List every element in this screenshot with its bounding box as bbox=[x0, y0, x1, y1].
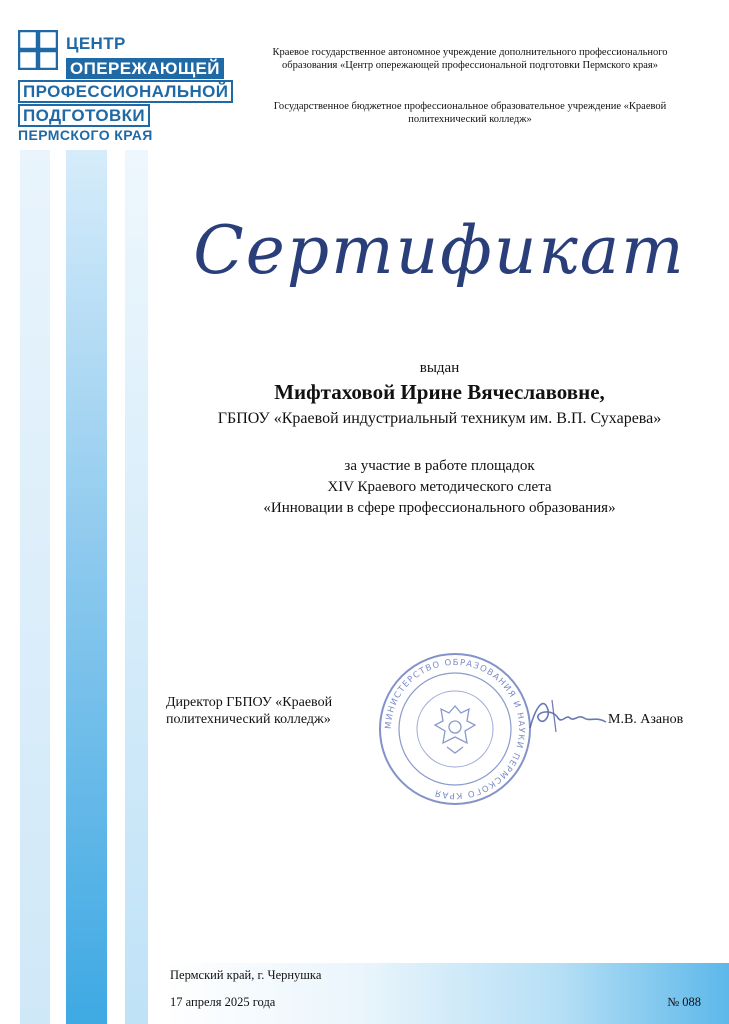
header-org-copp: Краевое государственное автономное учреждение дополнительного профессионального образования «Центр опережающей профессиональной подготовки Пермского края» bbox=[272, 47, 668, 71]
recipient-name: Мифтаховой Ирине Вячеславовне, bbox=[274, 380, 605, 404]
handwritten-signature bbox=[522, 688, 612, 740]
decor-stripe-left bbox=[20, 150, 50, 1024]
recipient-organization: ГБПОУ «Краевой индустриальный техникум им. В.П. Сухарева» bbox=[217, 410, 662, 427]
issue-place: Пермский край, г. Чернушка bbox=[170, 968, 322, 982]
signatory-position: Директор ГБПОУ «Краевой политехнический колледж» bbox=[166, 695, 333, 727]
svg-text:МИНИСТЕРСТВО ОБРАЗОВАНИЯ И НАУ: МИНИСТЕРСТВО ОБРАЗОВАНИЯ И НАУКИ ПЕРМСКОГО КРАЯ bbox=[383, 657, 527, 801]
logo-line-2: ОПЕРЕЖАЮЩЕЙ bbox=[66, 58, 224, 79]
logo-line-5: ПЕРМСКОГО КРАЯ bbox=[18, 127, 153, 143]
issue-date: 17 апреля 2025 года bbox=[170, 995, 276, 1009]
official-seal-icon bbox=[377, 651, 533, 807]
issued-label: выдан bbox=[419, 360, 460, 376]
header-org-college: Государственное бюджетное профессиональное образовательное учреждение «Краевой политехнический колледж» bbox=[273, 101, 667, 125]
signatory-name: М.В. Азанов bbox=[608, 712, 684, 727]
certificate-title: Сертификат bbox=[193, 212, 686, 289]
event-name: XIV Краевого методического слета bbox=[327, 479, 552, 495]
logo-line-4: ПОДГОТОВКИ bbox=[18, 104, 150, 127]
participation-reason: за участие в работе площадок bbox=[344, 458, 535, 474]
decor-stripe-middle bbox=[66, 150, 107, 1024]
logo-line-3: ПРОФЕССИОНАЛЬНОЙ bbox=[18, 80, 233, 103]
copp-logo-mark-icon bbox=[18, 30, 58, 70]
certificate-number: № 088 bbox=[667, 995, 701, 1009]
event-theme: «Инновации в сфере профессионального образования» bbox=[263, 500, 616, 516]
decor-stripe-right bbox=[125, 150, 148, 1024]
copp-logo bbox=[18, 30, 238, 145]
logo-line-1: ЦЕНТР bbox=[66, 34, 126, 53]
